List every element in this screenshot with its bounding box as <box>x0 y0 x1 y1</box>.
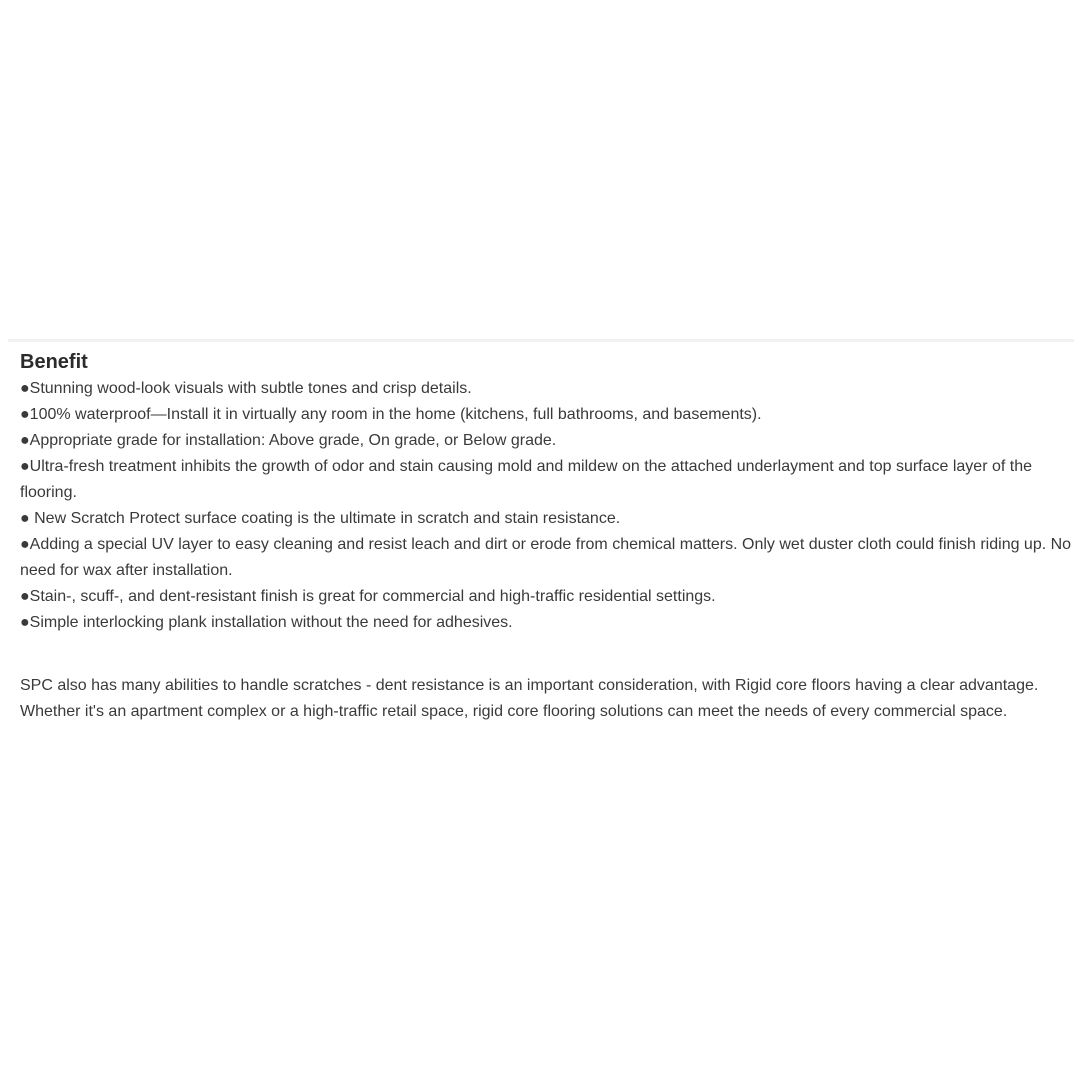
section-divider <box>8 339 1074 342</box>
benefit-item: ●Appropriate grade for installation: Above grade, On grade, or Below grade. <box>20 432 557 449</box>
summary-paragraph: SPC also has many abilities to handle scratches - dent resistance is an important consideration, with Rigid core floors having a clear advantage. Whether it's an apartment complex or a high-traffic retail space, rigid core flooring solutions can meet the needs of every commercial space. <box>20 677 1039 720</box>
benefit-item: ●Stain-, scuff-, and dent-resistant finish is great for commercial and high-traffic residential settings. <box>20 588 716 605</box>
benefit-heading: Benefit <box>20 351 88 373</box>
benefit-item: ●Adding a special UV layer to easy cleaning and resist leach and dirt or erode from chemical matters. Only wet duster cloth could finish riding up. No need for wax after installation. <box>20 536 1072 579</box>
benefit-item: ●Simple interlocking plank installation without the need for adhesives. <box>20 614 513 631</box>
benefit-item: ● New Scratch Protect surface coating is the ultimate in scratch and stain resistance. <box>20 510 621 527</box>
benefit-section <box>20 348 1076 725</box>
benefit-item: ●100% waterproof—Install it in virtually any room in the home (kitchens, full bathrooms, and basements). <box>20 406 762 423</box>
benefit-item: ●Stunning wood-look visuals with subtle tones and crisp details. <box>20 380 472 397</box>
benefit-item: ●Ultra-fresh treatment inhibits the growth of odor and stain causing mold and mildew on the attached underlayment and top surface layer of the flooring. <box>20 458 1033 501</box>
benefit-list <box>20 376 1076 636</box>
